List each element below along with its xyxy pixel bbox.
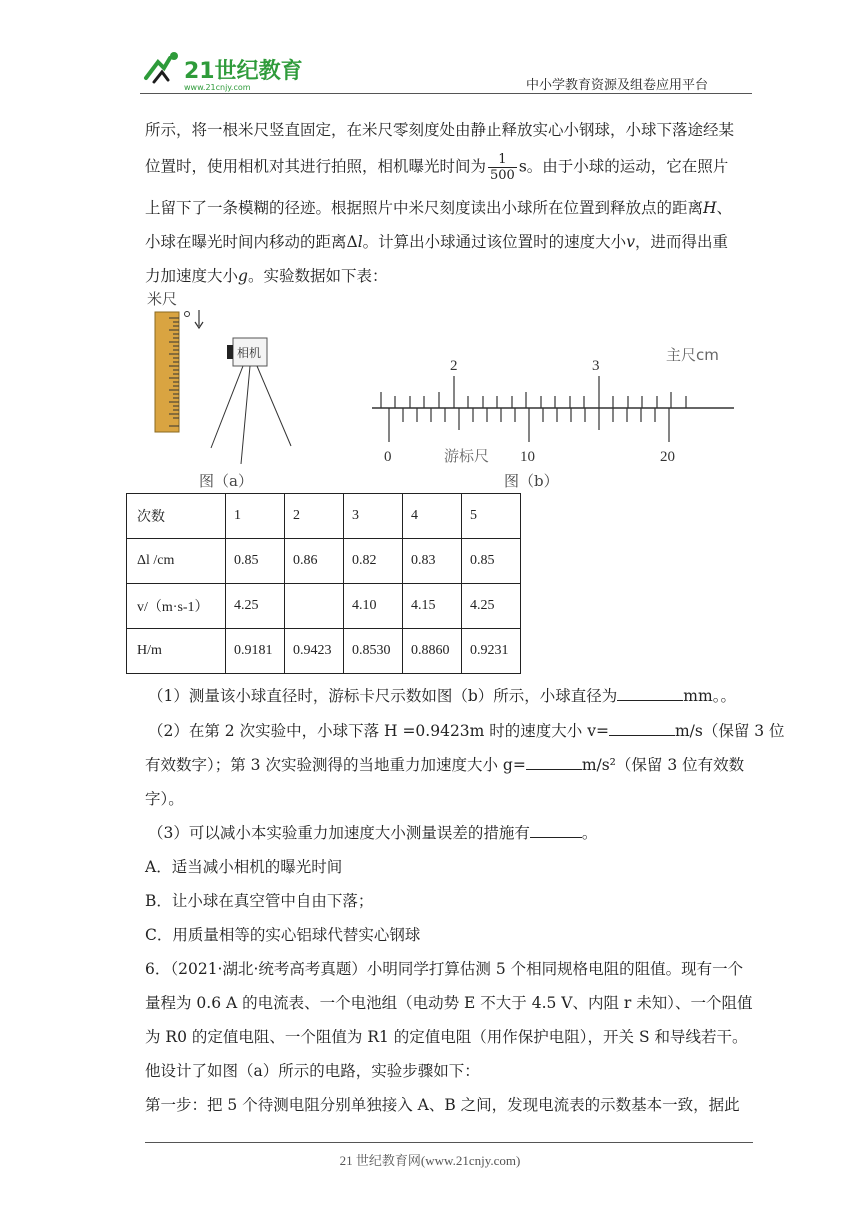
figure-b: [368, 340, 738, 490]
option-a: A．适当减小相机的曝光时间: [145, 858, 343, 876]
site-logo: [140, 48, 310, 92]
vernier-10: 10: [520, 449, 535, 465]
question-1: （1）测量该小球直径时，游标卡尺示数如图（b）所示，小球直径为 mm。。: [148, 687, 736, 705]
exposure-fraction: $\frac{1}{500}$: [490, 152, 515, 183]
footer-divider: [145, 1142, 753, 1143]
logo-url: www.21cnjy.com: [184, 83, 251, 92]
question-6-line-4: 他设计了如图（a）所示的电路，实验步骤如下：: [145, 1062, 480, 1080]
answer-blank-3: [526, 769, 582, 770]
experiment-data-table: [126, 493, 521, 674]
question-6-line-1: 6．（2021·湖北·统考高考真题）小明同学打算估测 5 个相同规格电阻的阻值。现有一个: [145, 960, 744, 978]
option-c: C．用质量相等的实心铝球代替实心钢球: [145, 926, 421, 944]
intro-line-5: 力加速度大小g。实验数据如下表：: [145, 267, 388, 285]
platform-name: 中小学教育资源及组卷应用平台: [525, 78, 708, 93]
vernier-0: 0: [384, 449, 392, 465]
intro-line-1: 所示，将一根米尺竖直固定，在米尺零刻度处由静止释放实心小钢球，小球下落途经某: [145, 121, 735, 139]
question-2-line-2: 有效数字）；第 3 次实验测得的当地重力加速度大小 g= m/s²（保留 3 位有效数: [145, 756, 745, 774]
footer-text: 21 世纪教育网(www.21cnjy.com): [339, 1153, 521, 1168]
question-6-line-2: 量程为 0.6 A 的电流表、一个电池组（电动势 E 不大于 4.5 V、内阻 r 未知）、一个阻值: [145, 994, 753, 1012]
vernier-scale-drawing: [368, 340, 738, 470]
vernier-label: 游标尺: [444, 447, 490, 465]
figure-a: [145, 288, 305, 488]
camera-label: 相机: [237, 346, 262, 360]
question-6-line-5: 第一步：把 5 个待测电阻分别单独接入 A、B 之间，发现电流表的示数基本一致，据此: [145, 1096, 740, 1114]
table-row: Δl /cm 0.85 0.86 0.82 0.83 0.85: [127, 539, 521, 584]
figure-a-caption: 图（a）: [199, 472, 253, 490]
question-6-line-3: 为 R0 的定值电阻、一个阻值为 R1 的定值电阻（用作保护电阻），开关 S 和导线若干。: [145, 1028, 748, 1046]
option-b: B．让小球在真空管中自由下落；: [145, 892, 374, 910]
answer-blank-1: [617, 700, 683, 701]
table-row: 次数 1 2 3 4 5: [127, 494, 521, 539]
main-scale-2: 2: [450, 358, 458, 374]
question-2-line-1: （2）在第 2 次实验中，小球下落 H =0.9423m 时的速度大小 v= m/s（保留 3 位: [148, 722, 785, 740]
question-3: （3）可以减小本实验重力加速度大小测量误差的措施有 。: [148, 824, 598, 842]
figure-b-caption: 图（b）: [504, 472, 559, 490]
table-row: v/（m·s-1） 4.25 4.10 4.15 4.25: [127, 584, 521, 629]
main-scale-3: 3: [592, 358, 600, 374]
vernier-20: 20: [660, 449, 675, 465]
ruler-label: 米尺: [147, 290, 178, 308]
header-divider: [140, 93, 752, 94]
main-scale-label: 主尺cm: [666, 346, 719, 364]
question-2-line-3: 字）。: [145, 790, 184, 808]
ruler-camera-drawing: [145, 308, 305, 468]
intro-line-3: 上留下了一条模糊的径迹。根据照片中米尺刻度读出小球所在位置到释放点的距离H、: [145, 199, 733, 217]
intro-line-2: 位置时，使用相机对其进行拍照，相机曝光时间为 $\frac{1}{500}$ s。由于小球的运动，它在照片: [145, 152, 729, 183]
logo-text: 21世纪教育: [184, 59, 303, 84]
table-row: H/m 0.9181 0.9423 0.8530 0.8860 0.9231: [127, 629, 521, 674]
answer-blank-2: [609, 735, 675, 736]
answer-blank-4: [530, 837, 582, 838]
intro-line-4: 小球在曝光时间内移动的距离Δl。计算出小球通过该位置时的速度大小v，进而得出重: [145, 233, 728, 251]
